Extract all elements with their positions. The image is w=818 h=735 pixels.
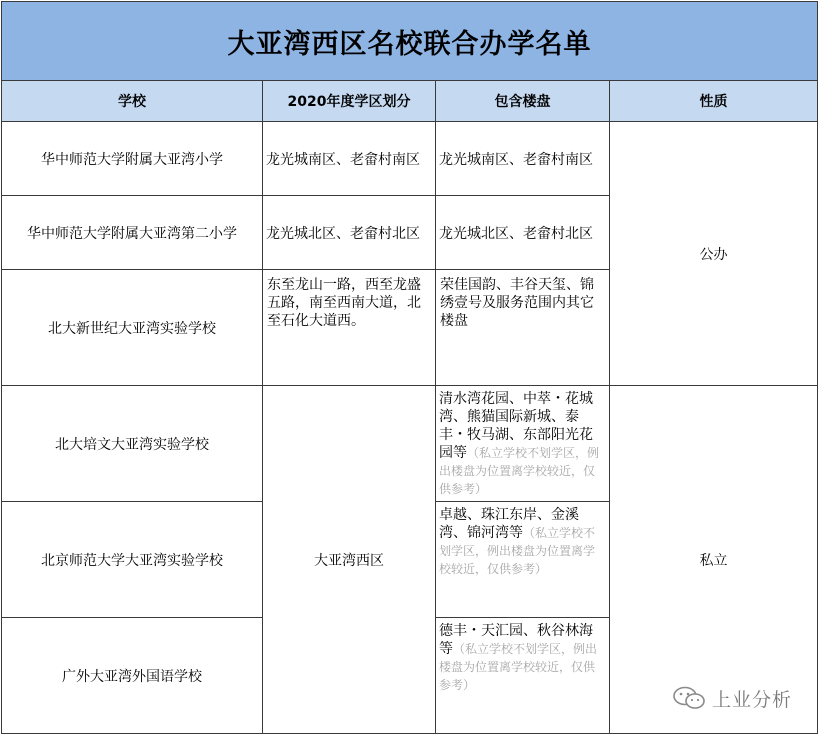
watermark (672, 684, 802, 712)
school-list-table (1, 1, 818, 734)
header-estates: 包含楼盘 (436, 81, 610, 122)
school-name: 北京师范大学大亚湾实验学校 (2, 502, 263, 618)
estates-text: 卓越、珠江东岸、金溪湾、锦河湾等 (439, 507, 579, 541)
table-row (2, 122, 818, 196)
nature-cell-private: 私立 (610, 386, 818, 734)
estates-cell: 龙光城南区、老畲村南区 (436, 122, 610, 196)
estates-cell: 荣佳国韵、丰谷天玺、锦绣壹号及服务范围内其它楼盘 (436, 270, 610, 386)
district-cell-private: 大亚湾西区 (263, 386, 436, 734)
school-name: 广外大亚湾外国语学校 (2, 618, 263, 734)
estates-cell (436, 618, 610, 734)
wechat-icon (672, 686, 706, 710)
header-nature: 性质 (610, 81, 818, 122)
nature-cell-public: 公办 (610, 122, 818, 386)
header-school: 学校 (2, 81, 263, 122)
estates-note: （私立学校不划学区，例出楼盘为位置离学校较近，仅供参考） (439, 526, 596, 576)
estates-cell (436, 386, 610, 502)
school-name: 北大新世纪大亚湾实验学校 (2, 270, 263, 386)
estates-note: （私立学校不划学区，例出楼盘为位置离学校较近，仅供参考） (439, 446, 600, 496)
estates-note: （私立学校不划学区，例出楼盘为位置离学校较近，仅供参考） (439, 642, 598, 692)
estates-cell (436, 502, 610, 618)
header-district: 2020年度学区划分 (263, 81, 436, 122)
school-name: 华中师范大学附属大亚湾第二小学 (2, 196, 263, 270)
district-cell: 龙光城南区、老畲村南区 (263, 122, 436, 196)
estates-cell: 龙光城北区、老畲村北区 (436, 196, 610, 270)
watermark-text: 上业分析 (712, 688, 793, 711)
table-title: 大亚湾西区名校联合办学名单 (2, 2, 818, 81)
district-cell: 龙光城北区、老畲村北区 (263, 196, 436, 270)
school-name: 北大培文大亚湾实验学校 (2, 386, 263, 502)
district-cell: 东至龙山一路，西至龙盛五路，南至西南大道，北至石化大道西。 (263, 270, 436, 386)
estates-text: 清水湾花园、中萃・花城湾、熊猫国际新城、泰丰・牧马湖、东部阳光花园等 (439, 391, 593, 461)
estates-text: 德丰・天汇园、秋谷林海等 (439, 623, 593, 657)
school-name: 华中师范大学附属大亚湾小学 (2, 122, 263, 196)
table-row (2, 386, 818, 502)
